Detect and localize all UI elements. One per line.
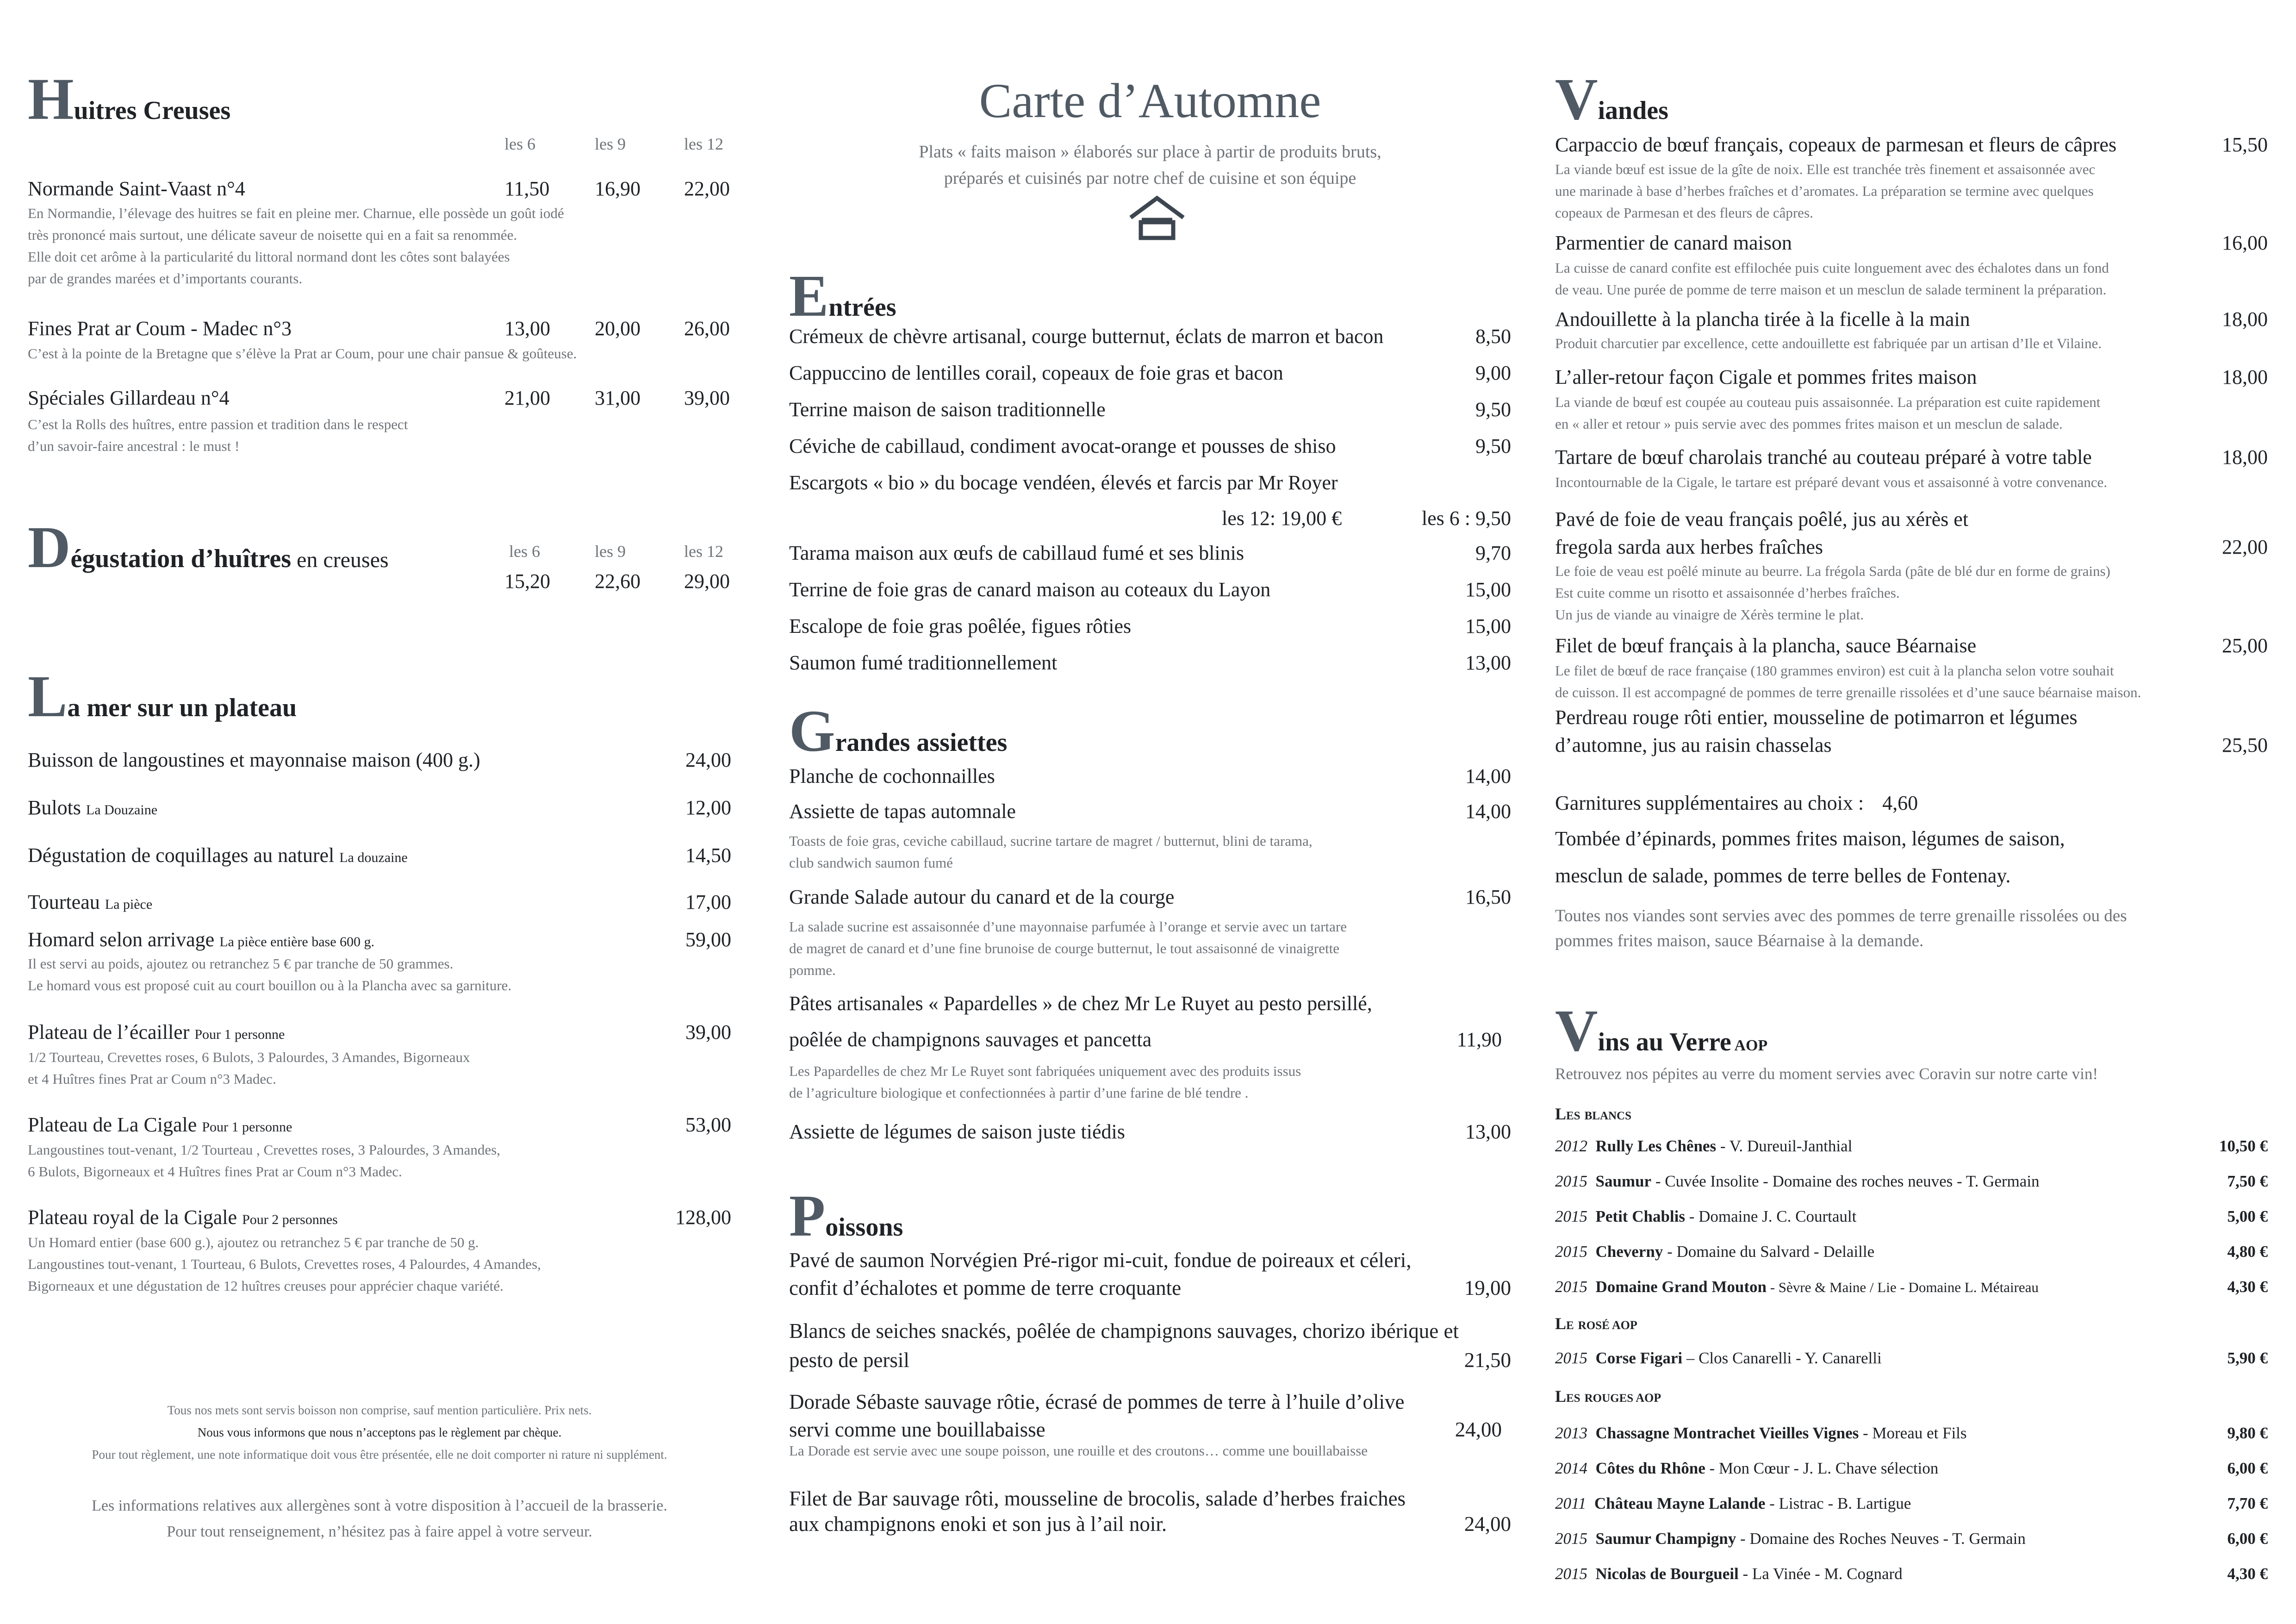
plateau-item: Buisson de langoustines et mayonnaise maison (400 g.) 24,00 — [28, 749, 731, 771]
viande-item: Carpaccio de bœuf français, copeaux de parmesan et fleurs de câpres 15,50 — [1555, 133, 2268, 156]
poisson-item-line2: aux champignons enoki et son jus à l’ail noir. 24,00 — [789, 1512, 1511, 1536]
poisson-item: Blancs de seiches snackés, poêlée de champignons sauvages, chorizo ibérique et — [789, 1319, 1459, 1343]
wine-category-rose: Le rosé AOP — [1555, 1314, 1637, 1333]
entrees-heading: Entrées — [789, 263, 896, 329]
grande-item: Assiette de légumes de saison juste tiédis 13,00 — [789, 1120, 1511, 1143]
viande-item: Filet de bœuf français à la plancha, sauce Béarnaise 25,00 — [1555, 634, 2268, 657]
viande-item-line2: d’automne, jus au raisin chasselas 25,50 — [1555, 734, 2268, 756]
degustation-section: Dégustation d’huîtres en creuses les 6 les 9 les 12 15,20 22,60 29,00 — [28, 514, 730, 593]
viandes-heading: Viandes — [1555, 66, 1668, 132]
wine-category-rouges: Les rouges AOP — [1555, 1387, 1661, 1405]
plateau-item: Plateau royal de la Cigale Pour 2 personnes 128,00 — [28, 1206, 731, 1229]
poisson-item: Filet de Bar sauvage rôti, mousseline de brocolis, salade d’herbes fraiches — [789, 1487, 1406, 1510]
plateau-heading: La mer sur un plateau — [28, 663, 297, 729]
poisson-item: Dorade Sébaste sauvage rôtie, écrasé de pommes de terre à l’huile d’olive — [789, 1390, 1405, 1413]
huitre-desc-fines: C’est à la pointe de la Bretagne que s’élève la Prat ar Coum, pour une chair pansue & goûteuse. — [28, 345, 577, 362]
plateau-item: Plateau de l’écailler Pour 1 personne 39,00 — [28, 1021, 731, 1043]
poisson-item-line2: confit d’échalotes et pomme de terre croquante 19,00 — [789, 1276, 1511, 1299]
viande-item: Tartare de bœuf charolais tranché au couteau préparé à votre table 18,00 — [1555, 446, 2268, 468]
wine-row: 2015 Domaine Grand Mouton - Sèvre & Maine / Lie - Domaine L. Métaireau 4,30 € — [1555, 1278, 2268, 1296]
wine-row: 2012 Rully Les Chênes - V. Dureuil-Janthial 10,50 € — [1555, 1137, 2268, 1155]
huitres-heading: Huitres Creuses — [28, 66, 231, 132]
plateau-item: Homard selon arrivage La pièce entière base 600 g. 59,00 — [28, 928, 731, 951]
plateau-item: Tourteau La pièce 17,00 — [28, 891, 731, 913]
huitres-size-headers: les 6 les 9 les 12 — [504, 135, 723, 153]
entree-item: Saumon fumé traditionnellement 13,00 — [789, 651, 1511, 674]
plateau-item: Dégustation de coquillages au naturel La douzaine 14,50 — [28, 844, 731, 867]
wine-row: 2015 Cheverny - Domaine du Salvard - Delaille 4,80 € — [1555, 1243, 2268, 1261]
wine-category-blancs: Les blancs — [1555, 1105, 1632, 1123]
viande-item: Parmentier de canard maison 16,00 — [1555, 231, 2268, 254]
degustation-heading: Dégustation d’huîtres en creuses — [28, 514, 389, 580]
wine-row: 2015 Nicolas de Bourgueil - La Vinée - M. Cognard 4,30 € — [1555, 1565, 2268, 1583]
fait-maison-house-icon — [1127, 194, 1187, 241]
poissons-heading: Poissons — [789, 1183, 903, 1249]
wine-row: 2015 Petit Chablis - Domaine J. C. Courtault 5,00 € — [1555, 1207, 2268, 1225]
grandes-heading: Grandes assiettes — [789, 698, 1008, 764]
page-title: Carte d’Automne — [979, 74, 1321, 128]
wine-row: 2015 Saumur - Cuvée Insolite - Domaine des roches neuves - T. Germain 7,50 € — [1555, 1172, 2268, 1190]
poisson-item-line2: pesto de persil 21,50 — [789, 1349, 1511, 1372]
entree-escargot-prices: les 12: 19,00 € les 6 : 9,50 — [1222, 507, 1511, 530]
entree-item: Céviche de cabillaud, condiment avocat-orange et pousses de shiso 9,50 — [789, 435, 1511, 457]
huitre-item-fines: Fines Prat ar Coum - Madec n°3 13,00 20,00 26,00 — [28, 317, 730, 340]
garnitures-line: Garnitures supplémentaires au choix : 4,60 — [1555, 792, 1918, 814]
grande-item: Pâtes artisanales « Papardelles » de chez Mr Le Ruyet au pesto persillé, — [789, 992, 1372, 1015]
page-subtitle: Plats « faits maison » élaborés sur place à partir de produits bruts, préparés et cuisinés par notre chef de cuisine et son équipe — [919, 142, 1381, 188]
poisson-item-line2: servi comme une bouillabaisse 24,00 — [789, 1418, 1502, 1441]
huitre-desc-normande: En Normandie, l’élevage des huitres se fait en pleine mer. Charnue, elle possède un goût iodé très prononcé mais surtout, une délicate saveur de noisette qui en a fait sa renommée. Elle doit cet arôme à la particularité du littoral normand dont les côtes sont balayées par de grandes marées et d’importants courants. — [28, 205, 564, 287]
viande-item: Pavé de foie de veau français poêlé, jus au xérès et — [1555, 508, 1969, 531]
wine-row: 2015 Corse Figari – Clos Canarelli - Y. Canarelli 5,90 € — [1555, 1349, 2268, 1367]
viandes-note: Toutes nos viandes sont servies avec des pommes de terre grenaille rissolées ou des pommes frites maison, sauce Béarnaise à la demande. — [1555, 906, 2127, 950]
garnitures-list: Tombée d’épinards, pommes frites maison, légumes de saison, — [1555, 827, 2065, 850]
vins-intro: Retrouvez nos pépites au verre du moment servies avec Coravin sur notre carte vin! — [1555, 1065, 2098, 1083]
entree-item: Terrine maison de saison traditionnelle 9,50 — [789, 398, 1511, 421]
grande-item: Grande Salade autour du canard et de la courge 16,50 — [789, 886, 1511, 908]
entree-item: Tarama maison aux œufs de cabillaud fumé et ses blinis 9,70 — [789, 542, 1511, 564]
huitre-item-speciales: Spéciales Gillardeau n°4 21,00 31,00 39,00 — [28, 387, 730, 409]
grande-item-line2: poêlée de champignons sauvages et pancetta 11,90 — [789, 1028, 1502, 1051]
entree-item: Crémeux de chèvre artisanal, courge butternut, éclats de marron et bacon 8,50 — [789, 325, 1511, 348]
huitre-item-normande: Normande Saint-Vaast n°4 11,50 16,90 22,00 — [28, 177, 730, 200]
wine-row: 2011 Château Mayne Lalande - Listrac - B. Lartigue 7,70 € — [1555, 1494, 2268, 1512]
vins-heading: Vins au Verre AOP — [1555, 998, 1768, 1063]
viande-item: Andouillette à la plancha tirée à la ficelle à la main 18,00 — [1555, 308, 2268, 331]
viande-item: L’aller-retour façon Cigale et pommes frites maison 18,00 — [1555, 366, 2268, 388]
viande-item-line2: fregola sarda aux herbes fraîches 22,00 — [1555, 536, 2268, 558]
entree-item: Escargots « bio » du bocage vendéen, élevés et farcis par Mr Royer — [789, 471, 1338, 494]
grande-item: Planche de cochonnailles 14,00 — [789, 765, 1511, 787]
wine-row: 2014 Côtes du Rhône - Mon Cœur - J. L. Chave sélection 6,00 € — [1555, 1459, 2268, 1477]
plateau-item: Bulots La Douzaine 12,00 — [28, 796, 731, 819]
viande-item: Perdreau rouge rôti entier, mousseline de potimarron et légumes — [1555, 706, 2078, 729]
entree-item: Escalope de foie gras poêlée, figues rôties 15,00 — [789, 615, 1511, 637]
entree-item: Terrine de foie gras de canard maison au coteaux du Layon 15,00 — [789, 578, 1511, 601]
footer-small-print: Tous nos mets sont servis boisson non comprise, sauf mention particulière. Prix nets. Nous vous informons que nous n’acceptons pas le règlement par chèque. Pour tout règlement, une note informatique doit vous être présentée, elle ne doit comporter ni rature ni supplément. — [92, 1403, 667, 1462]
wine-row: 2015 Saumur Champigny - Domaine des Roches Neuves - T. Germain 6,00 € — [1555, 1530, 2268, 1548]
grande-item: Assiette de tapas automnale 14,00 — [789, 800, 1511, 823]
entree-item: Cappuccino de lentilles corail, copeaux de foie gras et bacon 9,00 — [789, 362, 1511, 384]
huitre-desc-speciales: C’est la Rolls des huîtres, entre passion et tradition dans le respect d’un savoir-faire ancestral : le must ! — [28, 416, 408, 454]
footer-allergenes: Les informations relatives aux allergènes sont à votre disposition à l’accueil de la brasserie. Pour tout renseignement, n’hésitez pas à faire appel à votre serveur. — [92, 1497, 667, 1540]
garnitures-list: mesclun de salade, pommes de terre belles de Fontenay. — [1555, 864, 2011, 887]
wine-row: 2013 Chassagne Montrachet Vieilles Vignes - Moreau et Fils 9,80 € — [1555, 1424, 2268, 1442]
plateau-item: Plateau de La Cigale Pour 1 personne 53,00 — [28, 1113, 731, 1136]
poisson-item: Pavé de saumon Norvégien Pré-rigor mi-cuit, fondue de poireaux et céleri, — [789, 1249, 1412, 1272]
